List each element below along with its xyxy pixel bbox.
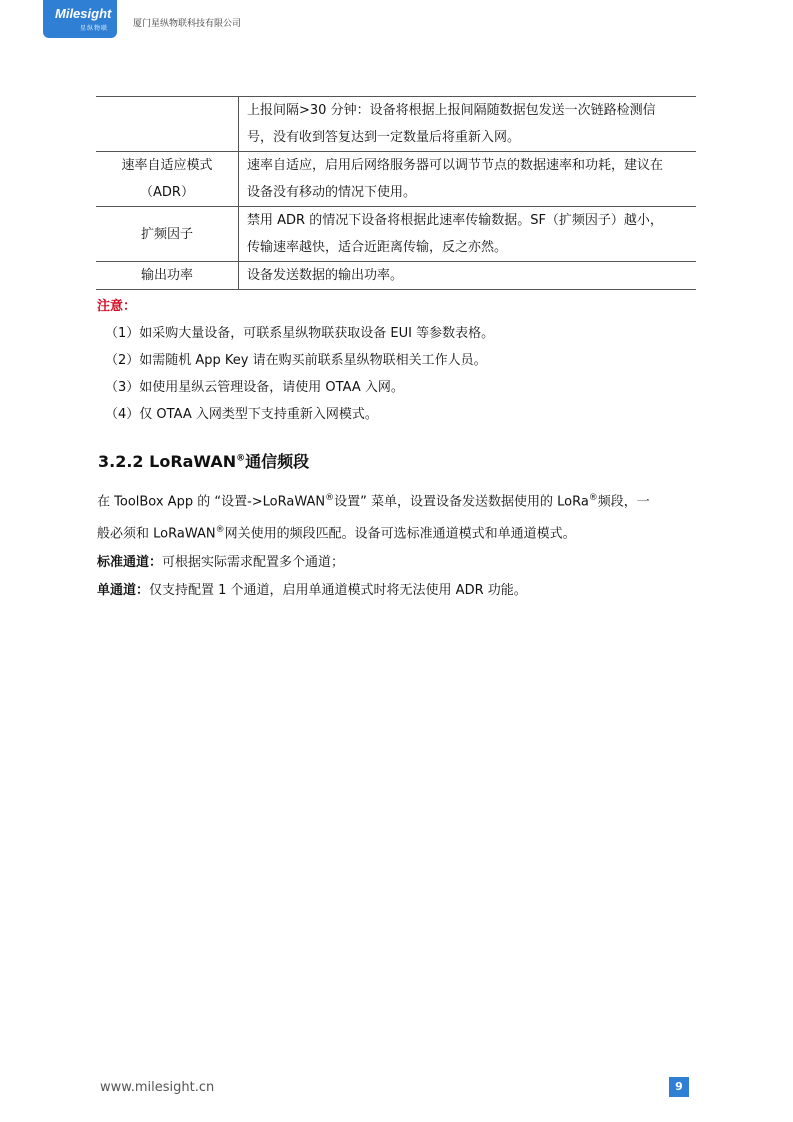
- section-body: [97, 484, 707, 605]
- paragraph-line: [97, 516, 707, 548]
- paragraph-line: [97, 484, 707, 516]
- text-run: 设置” 菜单，设置设备发送数据使用的 LoRa: [334, 494, 589, 510]
- single-channel-line: [97, 577, 707, 605]
- table-value-line: 禁用 ADR 的情况下设备将根据此速率传输数据。SF（扩频因子）越小，: [247, 213, 663, 228]
- heading-text-end: 通信频段: [245, 452, 310, 471]
- text-run: 频段，一: [597, 494, 650, 510]
- table-value-line: 号，没有收到答复达到一定数量后将重新入网。: [247, 130, 521, 145]
- registered-mark: ®: [325, 493, 335, 503]
- registered-mark: ®: [588, 493, 598, 503]
- text-run: 在 ToolBox App 的 “设置->LoRaWAN: [97, 494, 326, 510]
- table-value-cell: [239, 207, 697, 262]
- milesight-logo: [43, 0, 117, 38]
- table-row: [96, 97, 696, 152]
- note-item: （2）如需随机 App Key 请在购买前联系星纵物联相关工作人员。: [105, 353, 487, 368]
- table-value-line: 设备发送数据的输出功率。: [247, 268, 404, 283]
- note-item: （4）仅 OTAA 入网类型下支持重新入网模式。: [105, 407, 378, 422]
- single-channel-label: 单通道：: [97, 582, 150, 598]
- page-number: 9: [669, 1077, 689, 1097]
- table-row: [96, 207, 696, 262]
- single-channel-text: 仅支持配置 1 个通道，启用单通道模式时将无法使用 ADR 功能。: [149, 582, 527, 598]
- text-run: 般必须和 LoRaWAN: [97, 526, 216, 542]
- standard-channel-label: 标准通道：: [97, 554, 163, 570]
- table-key-cell: [96, 152, 239, 207]
- note-block: [97, 293, 494, 428]
- table-value-line: 传输速率越快，适合近距离传输，反之亦然。: [247, 240, 508, 255]
- logo-subtext: 星纵物联: [79, 25, 108, 32]
- standard-channel-line: [97, 549, 707, 577]
- footer-url: www.milesight.cn: [100, 1080, 215, 1095]
- table-row: [96, 262, 696, 290]
- registered-mark: ®: [215, 525, 225, 536]
- table-value-cell: [239, 262, 697, 290]
- company-name: 厦门星纵物联科技有限公司: [133, 19, 242, 29]
- table-key-line: 速率自适应模式: [121, 158, 213, 173]
- table-value-line: 上报间隔>30 分钟：设备将根据上报间隔随数据包发送一次链路检测信: [247, 103, 656, 118]
- table-value-line: 设备没有移动的情况下使用。: [247, 185, 417, 200]
- text-run: 网关使用的频段匹配。设备可选标准通道模式和单通道模式。: [224, 526, 576, 542]
- note-item: （3）如使用星纵云管理设备，请使用 OTAA 入网。: [105, 380, 404, 395]
- table-key-cell: [96, 97, 239, 152]
- note-item: （1）如采购大量设备，可联系星纵物联获取设备 EUI 等参数表格。: [105, 326, 495, 341]
- table-key-line: （ADR）: [140, 185, 194, 200]
- note-title: 注意：: [97, 299, 137, 314]
- section-heading: [98, 449, 309, 472]
- standard-channel-text: 可根据实际需求配置多个通道；: [162, 554, 345, 570]
- table-value-cell: [239, 97, 697, 152]
- table-value-line: 速率自适应，启用后网络服务器可以调节节点的数据速率和功耗，建议在: [247, 158, 664, 173]
- table-row: [96, 152, 696, 207]
- registered-mark: ®: [236, 453, 246, 464]
- parameter-table: [96, 96, 696, 290]
- table-value-cell: [239, 152, 697, 207]
- table-key-cell: 输出功率: [96, 262, 239, 290]
- heading-text: 3.2.2 LoRaWAN: [98, 452, 237, 471]
- table-key-cell: 扩频因子: [96, 207, 239, 262]
- logo-text: Milesight: [55, 6, 112, 21]
